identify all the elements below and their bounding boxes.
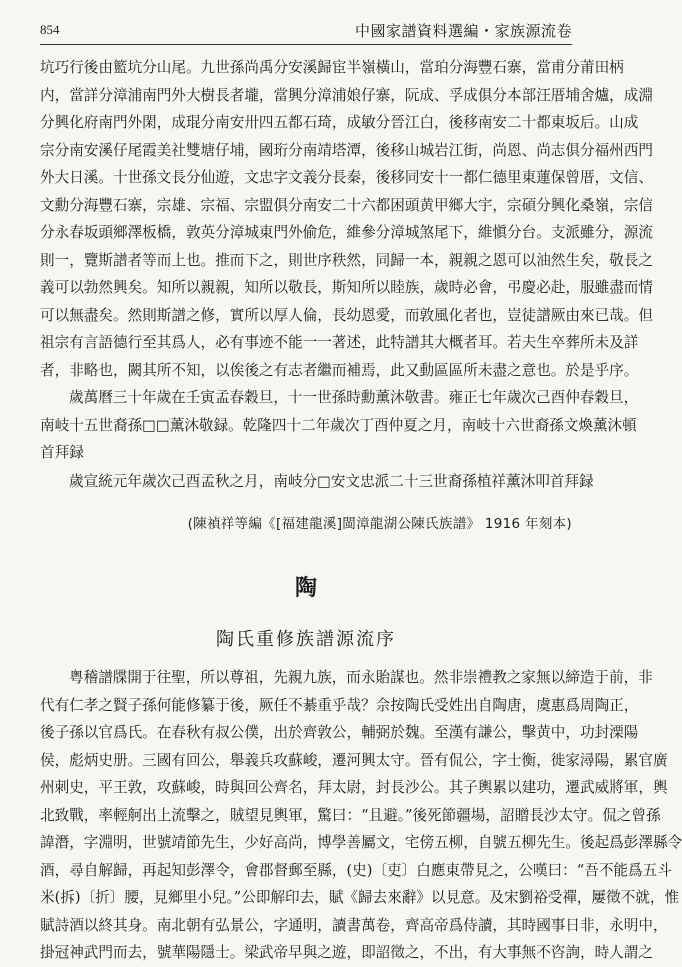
text-line: 粤稽譜牒開于往聖，所以尊祖，先親九族，而永貽謀也。然非崇禮教之家無以締造于前，非 (69, 669, 653, 686)
text-line: 者，非略也，闕其所不知，以俟後之有志者繼而補焉，此又動區區所未盡之意也。於是乎序。 (40, 361, 639, 379)
transcription-notes (40, 384, 639, 467)
text-line: 内，當詳分漳浦南門外大樹長者壠，當興分漳浦娘仔寨，阮成、孚成俱分本部汪厝埔舍爐，成淵 (40, 86, 653, 104)
text-line: 代有仁孝之賢子孫何能修纂于後，厥任不綦重乎哉？佘按陶氏受姓出自陶唐，虞惠爲周陶正， (40, 696, 639, 714)
text-line: 州刺史，平王敦，攻蘇峻，時與回公齊名，拜太尉，封長沙公。其子輿累以建功，遷武威將軍，輿 (40, 779, 668, 796)
text-line: 則一，覽斯譜者等而上也。推而下之，則世序秩然，同歸一本，親親之恩可以油然生矣，敬長之 (40, 251, 653, 269)
text-line: 後子孫以官爲氏。在春秋有叔公僕，出於齊敦公，輔弼於魏。至漢有謙公，擊黄中，功封溧陽 (40, 724, 639, 741)
source-citation: (陳禎祥等編《[福建龍溪]閩漳龍湖公陳氏族譜》 1916 年刻本) (187, 516, 572, 532)
text-line: 掛冠神武門而去，號華陽隱士。梁武帝早與之遊，即詔徵之，不出，有大事無不咨詢，時人謂之 (40, 944, 653, 961)
tao-preface-text (40, 664, 682, 967)
text-line: 北致戰，率輕舸出上流擊之，賊望見輿軍，驚曰：“且避。”後死節疆場，詔贈長沙太守。侃之曾孫 (40, 806, 661, 824)
text-line: 外大日溪。十世孫文長分仙遊，文忠字文義分長秦，後移同安十一都仁德里東蓮保曾厝，文信、 (40, 169, 653, 186)
text-line: 歲宣統元年歲次己酉孟秋之月，南岐分□安文忠派二十三世裔孫植祥薰沐叩首拜録 (69, 473, 594, 490)
text-line: 米(拆)〔折〕腰，見鄉里小兒。”公即解印去，賦《歸去來辭》以見意。及宋劉裕受禪，屢徵不就，惟 (40, 889, 680, 906)
header-rule (40, 44, 572, 45)
text-line: 分興化府南門外閑，成琨分南安卅四五都石琦，成敏分晉江白，後移南安二十都東坂后。山成 (40, 114, 639, 131)
text-line: 侯，彪炳史册。三國有回公，舉義兵攻蘇峻，遷河興太守。晉有侃公，字士衡，徙家潯陽，累官廣 (40, 751, 668, 769)
text-line: 義可以勃然興矣。知所以親親，知所以敬長，斯知所以睦族，歲時必會，弔慶必赴，服雖盡而情 (40, 279, 653, 296)
text-line: 文勳分海豐石寨，宗雄、宗福、宗盟俱分南安二十六都困頭黄甲鄉大宇，宗碩分興化桑嶺，宗信 (40, 196, 653, 214)
surname-heading: 陶 (294, 576, 317, 601)
text-line: 祖宗有言語德行至其爲人，必有事迹不能一一著述，此特譜其大概者耳。若夫生卒葬所未及詳 (40, 334, 639, 351)
final-transcription-note (40, 468, 594, 496)
text-line: 坑巧行後由籃坑分山尾。九世孫尚禹分安溪歸宦半嶺橫山，當珀分海豐石寨，當甫分莆田柄 (40, 59, 624, 76)
text-line: 分永春坂頭鄉澤板橋，敦英分漳城東門外偷危，維參分漳城煞尾下，維愼分台。支派雖分，源流 (40, 224, 653, 241)
section-title: 陶氏重修族譜源流序 (216, 629, 396, 650)
text-line: 酒，尋自解歸，再起知彭澤令，會郡督郵至縣，(史)〔吏〕白應東帶見之，公嘆曰：“吾不能爲五斗 (40, 861, 672, 879)
text-line: 諱潛，字淵明，世號靖節先生，少好高尚，博學善屬文，宅傍五柳，自號五柳先生。後起爲彭澤縣令 (40, 834, 682, 851)
text-line: 賦詩酒以終其身。南北朝有弘景公，字通明，讀書萬卷，齊高帝爲侍讀，其時國事日非，永明中， (40, 916, 668, 934)
page-header (40, 18, 572, 44)
text-line: 可以無盡矣。然則斯譜之修，實所以厚人倫，長幼恩愛，而敦風化者也，豈徒譜厥由來已哉。但 (40, 306, 653, 324)
text-line: 宗分南安溪仔尾霞美社雙塘仔埔，國珩分南靖塔潭，後移山城岩江街，尚恩、尚志俱分福州西門 (40, 141, 653, 159)
text-line: 南岐十五世裔孫□□薰沐敬録。乾隆四十二年歲次丁酉仲夏之月，南岐十六世裔孫文煥薰沐頓 (40, 416, 637, 434)
text-line: 首拜録 (40, 444, 84, 461)
text-line: 歲萬曆三十年歲在壬寅孟春穀旦，十一世孫時勳薰沐敬書。雍正七年歲次己酉仲春穀旦， (69, 389, 639, 406)
preface-continuation (40, 54, 653, 384)
running-title: 中國家譜資料選編・家族源流卷 (354, 22, 572, 40)
page-number: 854 (40, 22, 60, 37)
